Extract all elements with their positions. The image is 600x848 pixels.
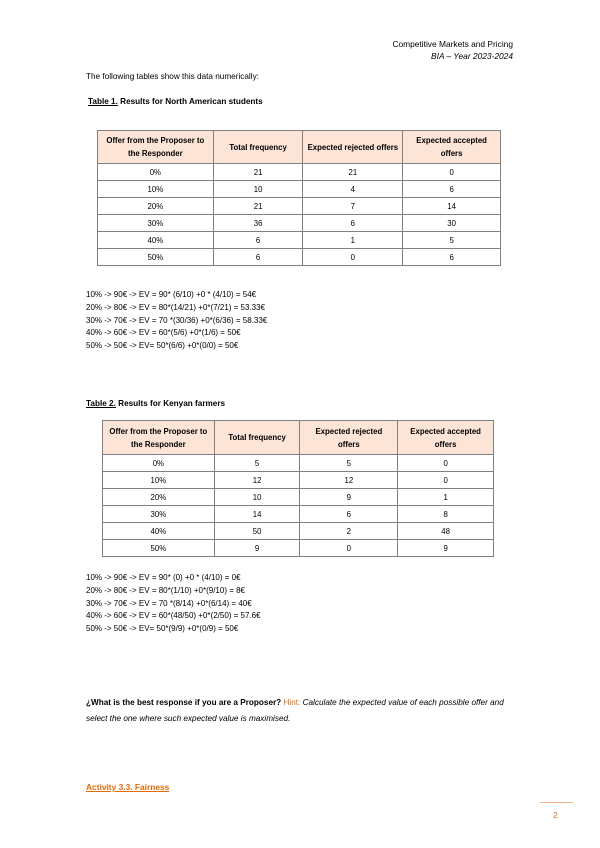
table2 <box>102 420 494 557</box>
table-row <box>98 232 501 249</box>
table-cell: 0% <box>98 164 214 181</box>
table-row <box>103 540 494 557</box>
intro-text: The following tables show this data numerically: <box>86 72 259 81</box>
table-row <box>98 198 501 215</box>
calc-line: 10% -> 90€ -> EV = 90* (6/10) +0 * (4/10) = 54€ <box>86 290 257 299</box>
table-row <box>103 472 494 489</box>
table-cell: 5 <box>300 455 398 472</box>
table-cell: 50% <box>98 249 214 266</box>
table2-caption <box>86 399 225 408</box>
calc-line: 10% -> 90€ -> EV = 90* (0) +0 * (4/10) = 0€ <box>86 573 241 582</box>
table-cell: 12 <box>214 472 300 489</box>
page-header <box>392 38 513 62</box>
table-cell: 10% <box>98 181 214 198</box>
table2-header-cell: Offer from the Proposer to the Responder <box>103 421 215 455</box>
table2-caption-label: Table 2. <box>86 399 116 408</box>
table-cell: 6 <box>213 232 303 249</box>
hint-label: Hint: <box>281 698 301 707</box>
activity-heading[interactable]: Activity 3.3. Fairness <box>86 782 170 792</box>
table1-header-cell: Offer from the Proposer to the Responder <box>98 131 214 164</box>
table1 <box>97 130 501 266</box>
table-cell: 10 <box>213 181 303 198</box>
table-cell: 5 <box>214 455 300 472</box>
table2-header-cell: Expected accepted offers <box>398 421 494 455</box>
table-cell: 0 <box>303 249 403 266</box>
table2-caption-text: Results for Kenyan farmers <box>115 399 226 408</box>
table-cell: 40% <box>98 232 214 249</box>
table-cell: 14 <box>214 506 300 523</box>
table-row <box>103 523 494 540</box>
table-cell: 0 <box>300 540 398 557</box>
table-cell: 6 <box>303 215 403 232</box>
table-cell: 7 <box>303 198 403 215</box>
table-cell: 0% <box>103 455 215 472</box>
table-cell: 48 <box>398 523 494 540</box>
page-number: 2 <box>553 810 558 820</box>
table-cell: 50% <box>103 540 215 557</box>
table-cell: 30 <box>403 215 501 232</box>
table-cell: 0 <box>398 472 494 489</box>
table-cell: 14 <box>403 198 501 215</box>
question-text: ¿What is the best response if you are a Proposer? <box>86 698 282 707</box>
table-cell: 20% <box>98 198 214 215</box>
header-subtitle: BIA – Year 2023-2024 <box>431 51 513 61</box>
table-row <box>103 506 494 523</box>
table-row <box>103 489 494 506</box>
table-cell: 12 <box>300 472 398 489</box>
footer-divider <box>540 802 573 803</box>
table1-caption-text: Results for North American students <box>117 97 263 106</box>
table-cell: 21 <box>213 164 303 181</box>
table1-header-cell: Total frequency <box>213 131 303 164</box>
table-cell: 2 <box>300 523 398 540</box>
table-row <box>98 215 501 232</box>
table-cell: 9 <box>300 489 398 506</box>
table-cell: 10 <box>214 489 300 506</box>
table-cell: 36 <box>213 215 303 232</box>
table-cell: 20% <box>103 489 215 506</box>
calc-line: 50% -> 50€ -> EV= 50*(6/6) +0*(0/0) = 50€ <box>86 341 239 351</box>
calc-line: 30% -> 70€ -> EV = 70 *(30/36) +0*(6/36) = 58.33€ <box>86 315 268 325</box>
table-cell: 0 <box>403 164 501 181</box>
table2-header-cell: Total frequency <box>214 421 300 455</box>
table-cell: 1 <box>303 232 403 249</box>
table1-header-row <box>98 131 501 164</box>
header-title: Competitive Markets and Pricing <box>392 39 513 49</box>
table-cell: 50 <box>214 523 300 540</box>
table-cell: 21 <box>213 198 303 215</box>
table-cell: 30% <box>98 215 214 232</box>
table-cell: 6 <box>300 506 398 523</box>
table1-body <box>98 164 501 266</box>
table-row <box>98 181 501 198</box>
table-cell: 40% <box>103 523 215 540</box>
table-cell: 8 <box>398 506 494 523</box>
table1-header-cell: Expected accepted offers <box>403 131 501 164</box>
proposer-question <box>86 695 516 726</box>
table-cell: 1 <box>398 489 494 506</box>
table-cell: 9 <box>398 540 494 557</box>
calc-line: 40% -> 60€ -> EV = 60*(5/6) +0*(1/6) = 50€ <box>86 328 241 338</box>
table2-body <box>103 455 494 557</box>
table1-caption-label: Table 1. <box>88 97 118 106</box>
hint-text: Calculate the expected value of each possible offer and select the one where such expected value is maximised. <box>86 698 504 723</box>
calc-line: 50% -> 50€ -> EV= 50*(9/9) +0*(0/9) = 50€ <box>86 624 239 634</box>
calc1-block <box>86 289 267 353</box>
table-cell: 9 <box>214 540 300 557</box>
table-cell: 6 <box>403 249 501 266</box>
table-cell: 0 <box>398 455 494 472</box>
table-row <box>103 455 494 472</box>
calc-line: 20% -> 80€ -> EV = 80*(1/10) +0*(9/10) = 8€ <box>86 585 245 595</box>
table1-header-cell: Expected rejected offers <box>303 131 403 164</box>
table1-caption <box>88 97 263 106</box>
calc-line: 30% -> 70€ -> EV = 70 *(8/14) +0*(6/14) = 40€ <box>86 598 252 608</box>
calc-line: 40% -> 60€ -> EV = 60*(48/50) +0*(2/50) = 57.6€ <box>86 611 261 621</box>
table-cell: 4 <box>303 181 403 198</box>
table2-header-cell: Expected rejected offers <box>300 421 398 455</box>
table-row <box>98 164 501 181</box>
table-cell: 6 <box>213 249 303 266</box>
table2-header-row <box>103 421 494 455</box>
table-cell: 6 <box>403 181 501 198</box>
table-cell: 21 <box>303 164 403 181</box>
table-row <box>98 249 501 266</box>
table-cell: 5 <box>403 232 501 249</box>
table-cell: 10% <box>103 472 215 489</box>
table-cell: 30% <box>103 506 215 523</box>
calc-line: 20% -> 80€ -> EV = 80*(14/21) +0*(7/21) = 53.33€ <box>86 302 266 312</box>
calc2-block <box>86 572 261 636</box>
